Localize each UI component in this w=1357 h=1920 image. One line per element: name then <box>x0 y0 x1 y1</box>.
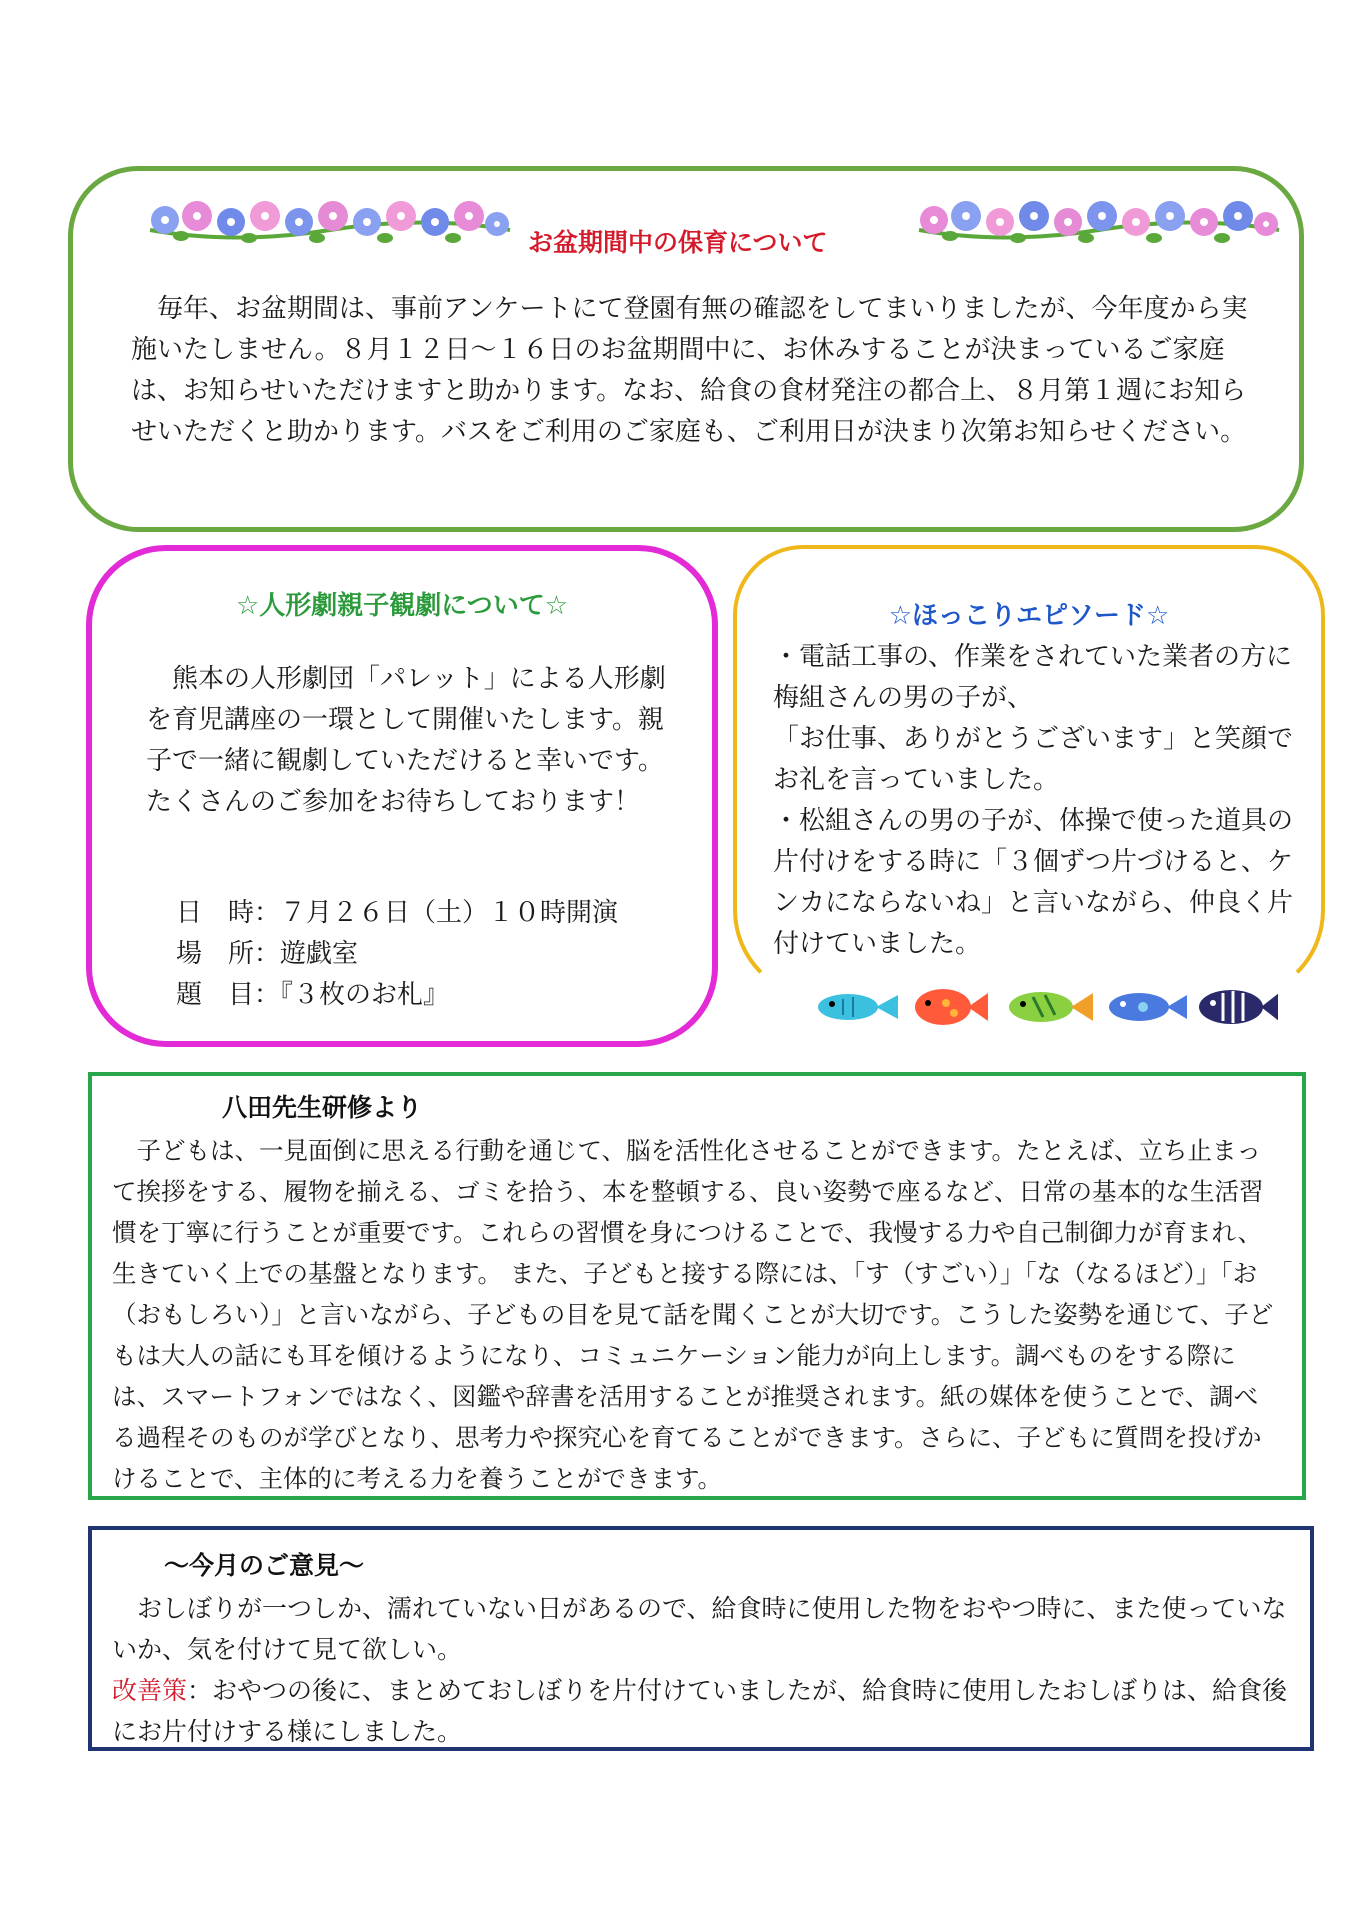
episode-item1-line2: 「お仕事、ありがとうございます」と笑顔でお礼を言っていました。 <box>773 724 1294 795</box>
lecture-body: 子どもは、一見面倒に思える行動を通じて、脳を活性化させることができます。たとえば、立ち止まって挨拶をする、履物を揃える、ゴミを拾う、本を整頓する、良い姿勢で座るなど、日常の基本的な生活習慣を丁寧に行うことが重要です。これらの習慣を身につけることで、我慢する力や自己制御力が育まれ、生きていく上での基盤となります。 また、子どもと接する際には、「す（すごい）」「な（なるほど）」「お（おもしろい）」と言いながら、子どもの目を見て話を聞くことが大切です。こうした姿勢を通じて、子どもは大人の話にも耳を傾けるようになり、コミュニケーション能力が向上します。調べものをする際には、スマートフォンではなく、図鑑や辞書を活用することが推奨されます。紙の媒体を使うことで、調べる過程そのものが学びとなり、思考力や探究心を育てることができます。さらに、子どもに質問を投げかけることで、主体的に考える力を養うことができます。 <box>112 1136 1274 1493</box>
puppet-body: 熊本の人形劇団「パレット」による人形劇を育児講座の一環として開催いたします。親子で一緒に観劇していただけると幸いです。たくさんのご参加をお待ちしております！ <box>146 664 666 817</box>
obon-notice-box <box>68 166 1304 532</box>
episode-body <box>773 637 1301 965</box>
episode-title: ☆ほっこりエピソード☆ <box>888 601 1170 631</box>
puppet-title: ☆人形劇親子観劇について☆ <box>235 591 569 621</box>
episode-box <box>733 545 1325 1000</box>
puppet-place: 場 所：遊戯室 <box>176 939 359 969</box>
opinion-kaizen <box>112 1670 1302 1752</box>
opinion-body-block <box>112 1588 1302 1752</box>
puppet-date: 日 時：７月２６日（土）１０時開演 <box>176 898 619 928</box>
obon-title: お盆期間中の保育について <box>528 228 828 257</box>
fish-row-icon <box>808 980 1278 1030</box>
lecture-title: 八田先生研修より <box>222 1093 423 1122</box>
opinion-box <box>88 1526 1314 1751</box>
kaizen-text: ：おやつの後に、まとめておしぼりを片付けていましたが、給食時に使用したおしぼりは、給食後にお片付けする様にしました。 <box>112 1676 1288 1746</box>
opinion-title: ～今月のご意見～ <box>164 1551 365 1580</box>
opinion-body: おしぼりが一つしか、濡れていない日があるので、給食時に使用した物をおやつ時に、また使っていないか、気を付けて見て欲しい。 <box>112 1594 1287 1664</box>
puppet-program: 題 目：『３枚のお札』 <box>176 980 450 1010</box>
obon-body: 毎年、お盆期間は、事前アンケートにて登園有無の確認をしてまいりましたが、今年度から実施いたしません。８月１２日～１６日のお盆期間中に、お休みすることが決まっているご家庭は、お知らせいただけますと助かります。なお、給食の食材発注の都合上、８月第１週にお知らせいただくと助かります。バスをご利用のご家庭も、ご利用日が決まり次第お知らせください。 <box>131 294 1248 447</box>
morning-glory-garland-icon <box>145 190 515 250</box>
puppet-show-box <box>86 545 718 1047</box>
episode-item1-line1: ・電話工事の、作業をされていた業者の方に梅組さんの男の子が、 <box>773 642 1292 713</box>
puppet-info <box>176 893 618 1016</box>
lecture-box <box>88 1072 1306 1500</box>
kaizen-label: 改善策 <box>112 1676 188 1705</box>
episode-item2: ・松組さんの男の子が、体操で使った道具の片付けをする時に「３個ずつ片づけると、ケンカにならないね」と言いながら、仲良く片付けていました。 <box>773 806 1294 959</box>
morning-glory-garland-icon <box>914 190 1284 250</box>
